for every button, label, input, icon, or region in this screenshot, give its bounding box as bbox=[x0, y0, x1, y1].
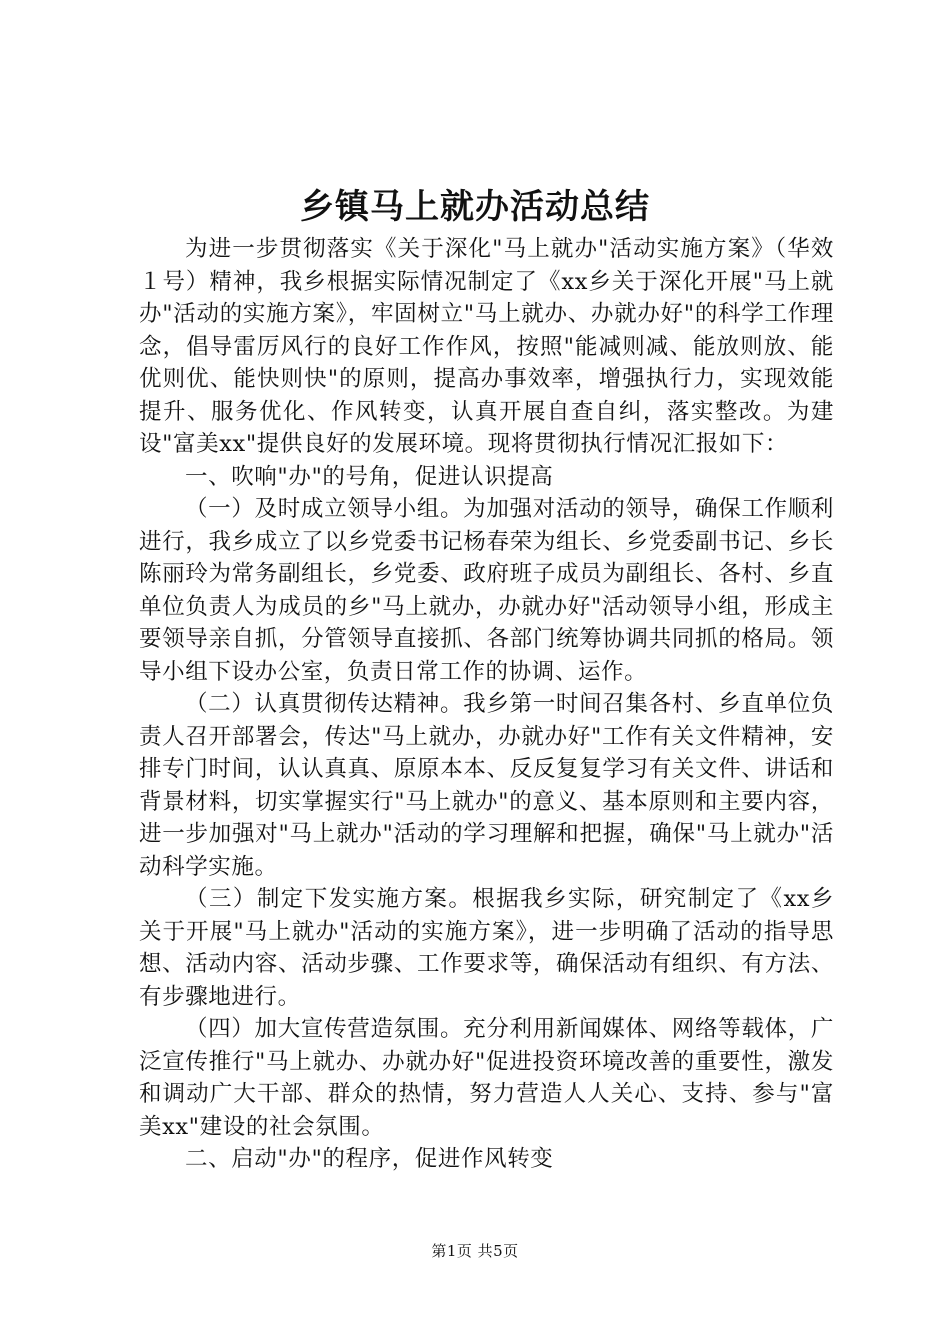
subsection-paragraph-2: （二）认真贯彻传达精神。我乡第一时间召集各村、乡直单位负责人召开部署会，传达"马上就办，办就办好"工作有关文件精神，安排专门时间，认认真真、原原本本、反反复复学习有关文件、讲话和背景材料，切实掌握实行"马上就办"的意义、基本原则和主要内容，进一步加强对"马上就办"活动的学习理解和把握，确保"马上就办"活动科学实施。 bbox=[139, 691, 834, 880]
subsection-paragraph-1: （一）及时成立领导小组。为加强对活动的领导，确保工作顺利进行，我乡成立了以乡党委书记杨春荣为组长、乡党委副书记、乡长陈丽玲为常务副组长，乡党委、政府班子成员为副组长、各村、乡直单位负责人为成员的乡"马上就办，办就办好"活动领导小组，形成主要领导亲自抓，分管领导直接抓、各部门统筹协调共同抓的格局。领导小组下设办公室，负责日常工作的协调、运作。 bbox=[139, 496, 834, 685]
section-heading-2: 二、启动"办"的程序，促进作风转变 bbox=[185, 1146, 554, 1172]
subsection-paragraph-3: （三）制定下发实施方案。根据我乡实际，研究制定了《xx乡关于开展"马上就办"活动的实施方案》，进一步明确了活动的指导思想、活动内容、活动步骤、工作要求等，确保活动有组织、有方法、有步骤地进行。 bbox=[139, 886, 834, 1010]
page-number-footer: 第1页 共5页 bbox=[431, 1242, 519, 1260]
section-heading-1: 一、吹响"办"的号角，促进认识提高 bbox=[185, 463, 554, 490]
subsection-paragraph-4: （四）加大宣传营造氛围。充分利用新闻媒体、网络等载体，广泛宣传推行"马上就办、办就办好"促进投资环境改善的重要性，激发和调动广大干部、群众的热情，努力营造人人关心、支持、参与"富美xx"建设的社会氛围。 bbox=[139, 1016, 834, 1140]
document-title: 乡镇马上就办活动总结 bbox=[300, 187, 650, 227]
intro-paragraph: 为进一步贯彻落实《关于深化"马上就办"活动实施方案》（华效１号）精神，我乡根据实际情况制定了《xx乡关于深化开展"马上就办"活动的实施方案》，牢固树立"马上就办、办就办好"的科学工作理念，倡导雷厉风行的良好工作作风，按照"能减则减、能放则放、能优则优、能快则快"的原则，提高办事效率，增强执行力，实现效能提升、服务优化、作风转变，认真开展自查自纠，落实整改。为建设"富美xx"提供良好的发展环境。现将贯彻执行情况汇报如下： bbox=[139, 236, 834, 457]
document-body bbox=[139, 233, 834, 1176]
